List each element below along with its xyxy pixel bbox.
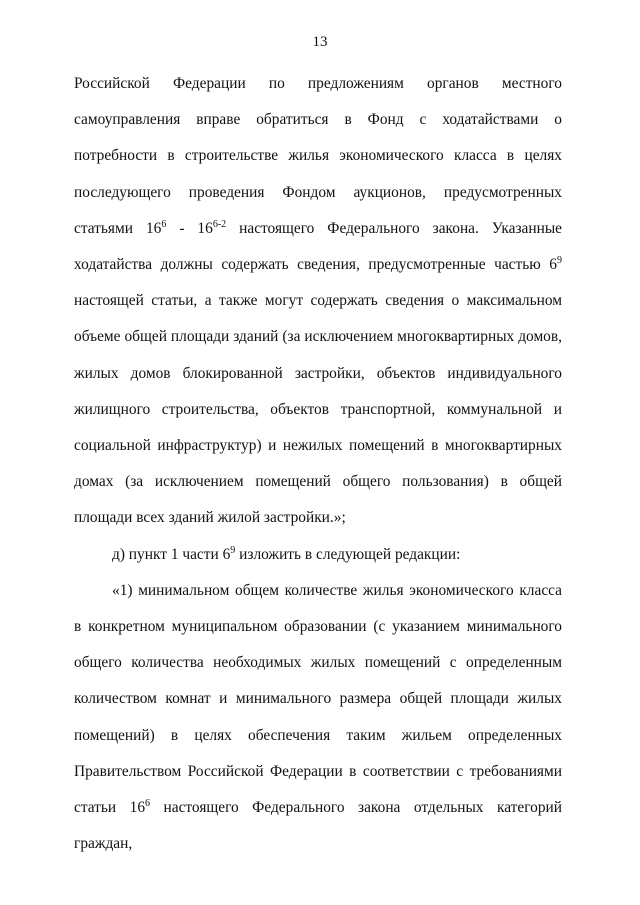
document-body [74, 66, 562, 862]
text-run: Российской Федерации по предложениям органов местного самоуправления вправе обратиться в Фонд с ходатайствами о потребности в строительстве жилья экономического класса в целях последующего проведения Фондом аукционов, предусмотренных статьями 16 [74, 75, 562, 237]
superscript: 9 [557, 255, 562, 267]
superscript: 6 [145, 798, 151, 810]
superscript: 6 [161, 218, 167, 230]
text-run: настоящего Федерального закона отдельных категорий граждан, [74, 799, 563, 853]
paragraph-item-1 [74, 573, 562, 863]
text-run: настоящей статьи, а также могут содержать сведения о максимальном объеме общей площади зданий (за исключением многоквартирных домов, жилых домов блокированной застройки, объектов индивидуального жилищного строительства, объектов транспортной, коммунальной и социальной инфраструктур) и нежилых помещений в многоквартирных домах (за исключением помещений общего пользования) в общей площади всех зданий жилой застройки.»; [74, 292, 562, 527]
text-run: д) пункт 1 части 6 [112, 545, 231, 563]
superscript: 6-2 [212, 218, 227, 230]
paragraph-continuation [74, 66, 562, 537]
superscript: 9 [230, 544, 236, 556]
page-number: 13 [312, 34, 328, 50]
text-run: - 16 [166, 219, 213, 237]
text-run: изложить в следующей редакции: [235, 545, 461, 563]
text-run: «1) минимальном общем количестве жилья экономического класса в конкретном муниципальном образовании (с указанием минимального общего количества необходимых жилых помещений с определенным количеством комнат и минимального размера общей площади жилых помещений) в целях обеспечения таким жильем определенных Правительством Российской Федерации в соответствии с требованиями статьи 16 [74, 581, 562, 817]
paragraph-amendment-d [74, 537, 562, 573]
text-run: настоящего Федерального закона. Указанные ходатайства должны содержать сведения, предусмотренные частью 6 [74, 219, 563, 274]
